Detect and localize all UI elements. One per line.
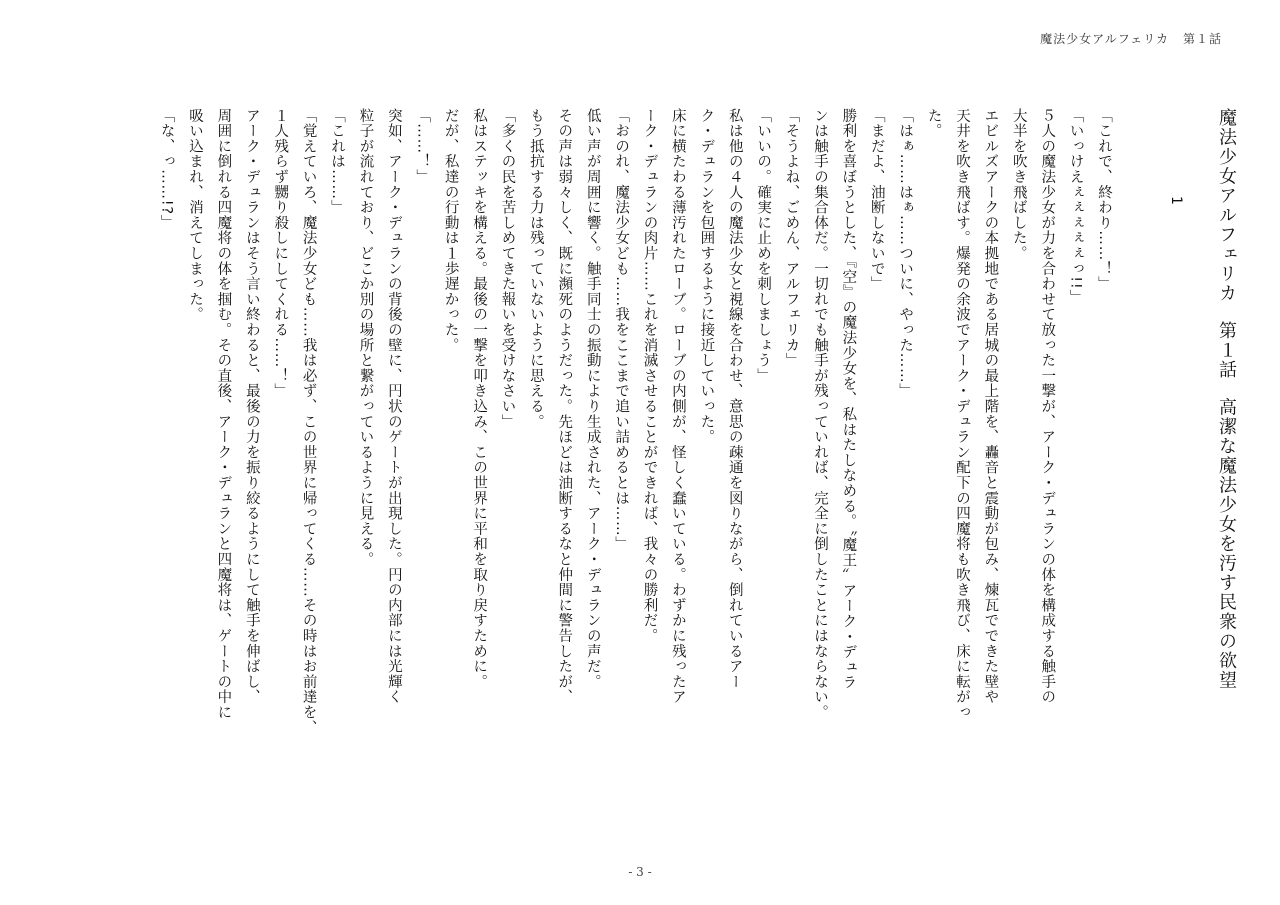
text-line: 低い声が周囲に響く。触手同士の振動により生成された、アーク・デュランの声だ。 — [584, 108, 601, 690]
text-line: アーク・デュランはそう言い終わると、最後の力を振り絞るようにして触手を伸ばし、 — [243, 108, 260, 705]
chapter-number: 1 — [1168, 196, 1184, 206]
text-line: 「おのれ、魔法少女ども……我をここまで追い詰めるとは……」 — [613, 108, 630, 552]
text-line: 「覚えていろ、魔法少女ども……我は必ず、この世界に帰ってくる……その時はお前達を、 — [300, 108, 317, 736]
body-text — [152, 108, 1118, 828]
running-header — [1040, 30, 1222, 47]
text-line: 大半を吹き飛ばした。 — [1010, 108, 1027, 261]
running-header-work-title: 魔法少女アルフェリカ — [1040, 32, 1169, 46]
text-line: 「そうよね、ごめん、アルフェリカ」 — [783, 108, 800, 369]
title-episode: 第１話 — [1216, 321, 1237, 380]
text-line: 私は他の４人の魔法少女と視線を合わせ、意思の疎通を図りながら、倒れているアー — [726, 108, 743, 690]
text-line: 「……！」 — [414, 108, 431, 185]
page-body — [40, 108, 1240, 828]
text-line: 「これで、終わり……！」 — [1096, 108, 1112, 292]
text-line: エビルズアークの本拠地である居城の最上階を、轟音と震動が包み、煉瓦でできた壁や — [982, 108, 999, 705]
text-line: 「な、っ……!?」 — [158, 108, 175, 231]
text-line: 「まだよ、油断しないで」 — [868, 108, 885, 292]
text-line: ５人の魔法少女が力を合わせて放った一撃が、アーク・デュランの体を構成する触手の — [1039, 108, 1056, 705]
text-line: た。 — [925, 108, 942, 139]
page-number: - 3 - — [628, 865, 652, 879]
text-line: 粒子が流れており、どこか別の場所と繋がっているように見える。 — [357, 108, 374, 567]
running-header-episode: 第１話 — [1182, 32, 1222, 46]
title-work: 魔法少女アルフェリカ — [1216, 108, 1237, 303]
text-line: 「いいの。確実に止めを刺しましょう」 — [755, 108, 772, 384]
title-subtitle: 高潔な魔法少女を汚す民衆の欲望 — [1216, 397, 1237, 690]
text-line: 勝利を喜ぼうとした、『空』の魔法少女を、私はたしなめる。〝魔王〟アーク・デュラ — [840, 108, 857, 691]
text-line: だが、私達の行動は１歩遅かった。 — [442, 108, 459, 353]
text-line: 床に横たわる薄汚れたローブ。ローブの内側が、怪しく蠢いている。わずかに残ったア — [669, 108, 686, 705]
text-line: 吸い込まれ、消えてしまった。 — [187, 108, 203, 323]
text-line: 「はぁ……はぁ……ついに、やった……」 — [897, 108, 914, 399]
text-line: 「これは……」 — [329, 108, 346, 216]
text-line: 突如、アーク・デュランの背後の壁に、円状のゲートが出現した。円の内部には光輝く — [385, 108, 402, 705]
text-line: ンは触手の集合体だ。一切れでも触手が残っていれば、完全に倒したことにはならない。 — [811, 108, 828, 720]
text-line: ク・デュランを包囲するように接近していった。 — [698, 108, 715, 445]
text-line: ーク・デュランの肉片……これを消滅させることができれば、我々の勝利だ。 — [641, 108, 658, 644]
text-line: その声は弱々しく、既に瀕死のようだった。先ほどは油断するなと仲間に警告したが、 — [556, 108, 573, 705]
text-line: 「いっけえぇぇぇぇぇっ!!」 — [1067, 108, 1084, 305]
text-line: もう抵抗する力は残っていないように思える。 — [527, 108, 544, 430]
text-line: 周囲に倒れる四魔将の体を掴む。その直後、アーク・デュランと四魔将は、ゲートの中に — [215, 108, 232, 720]
page-title — [1212, 108, 1240, 828]
text-line: 天井を吹き飛ばす。爆発の余波でアーク・デュラン配下の四魔将も吹き飛び、床に転がっ — [953, 108, 970, 720]
text-line: １人残らず嬲り殺しにしてくれる……！」 — [272, 108, 289, 399]
text-line: 「多くの民を苦しめてきた報いを受けなさい」 — [499, 108, 516, 430]
text-line: 私はステッキを構える。最後の一撃を叩き込み、この世界に平和を取り戻すために。 — [471, 108, 488, 690]
